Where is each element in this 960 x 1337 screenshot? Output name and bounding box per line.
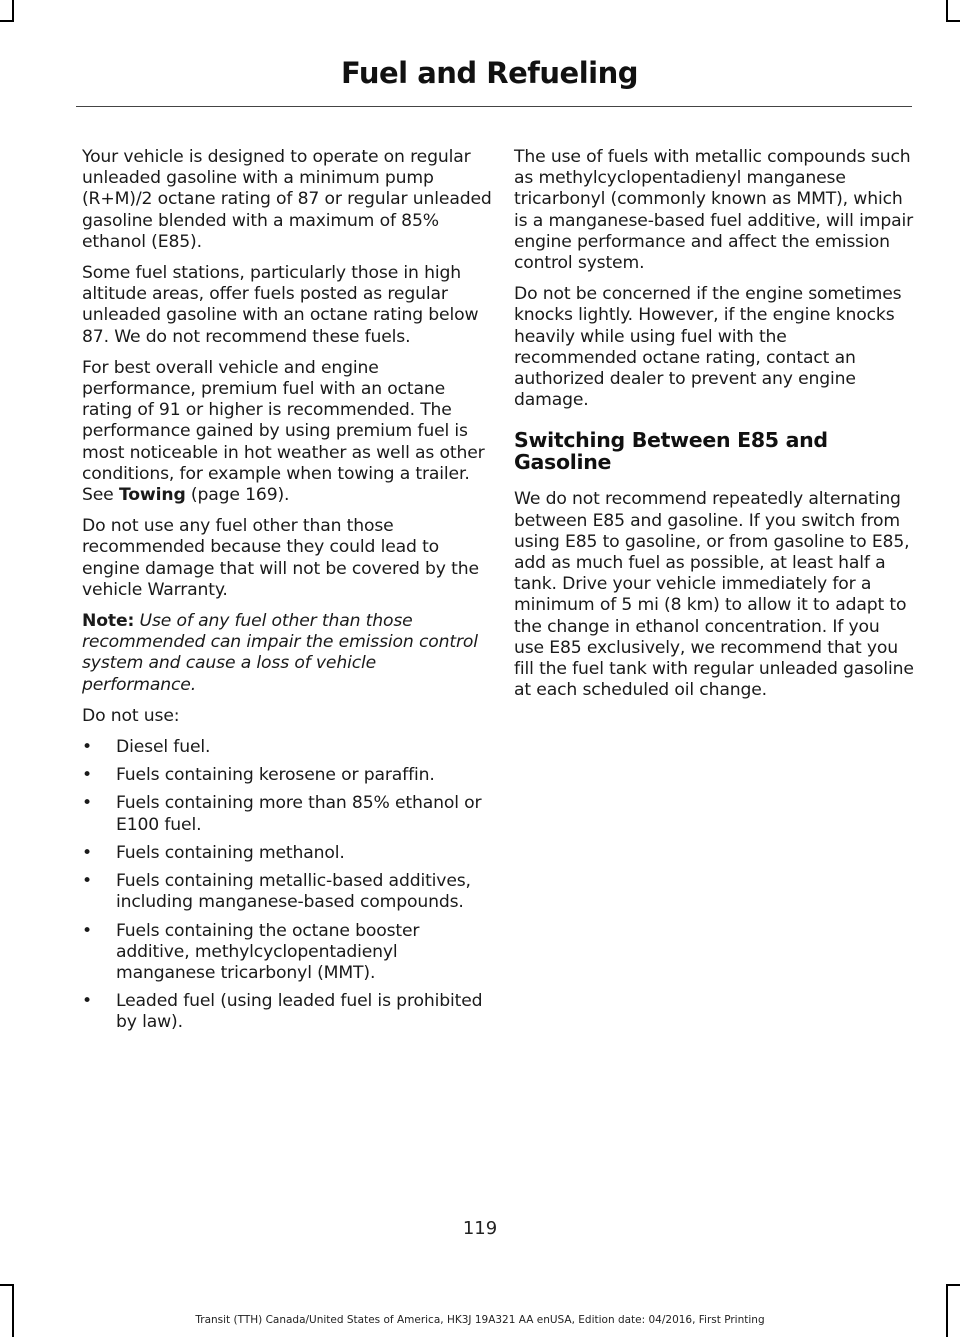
crop-mark — [946, 1284, 960, 1286]
bullet-icon: • — [82, 737, 92, 758]
left-column — [82, 147, 492, 1041]
list-item — [82, 991, 492, 1033]
do-not-use-list — [82, 737, 492, 1033]
note-label: Note: — [82, 611, 135, 632]
bullet-icon: • — [82, 991, 92, 1012]
bullet-icon: • — [82, 765, 92, 786]
page-reference: (page 169). — [185, 485, 290, 506]
paragraph: Do not use: — [82, 705, 180, 726]
paragraph: We do not recommend repeatedly alternating between E85 and gasoline. If you switch from using E85 to gasoline, or from gasoline to E85, add as much fuel as possible, at least half a tank. Drive your vehicle immediately for a minimum of 5 mi (8 km) to allow it to adapt to the change in ethanol concentration. If you use E85 exclusively, we recommend that you fill the fuel tank with regular unleaded gasoline at each scheduled oil change. — [514, 489, 914, 701]
note-text: Use of any fuel other than those recommended can impair the emission control system and cause a loss of vehicle performance. — [82, 611, 478, 695]
bullet-icon: • — [82, 793, 92, 814]
list-item — [82, 793, 492, 835]
bullet-icon: • — [82, 871, 92, 892]
towing-link[interactable]: Towing — [118, 485, 186, 506]
list-item-text: Leaded fuel (using leaded fuel is prohibited by law). — [116, 991, 483, 1033]
paragraph: Your vehicle is designed to operate on regular unleaded gasoline with a minimum pump (R+M)/2 octane rating of 87 or regular unleaded gasoline blended with a maximum of 85% ethanol (E85). — [82, 147, 492, 252]
list-item-text: Fuels containing metallic-based additives, including manganese-based compounds. — [116, 871, 471, 913]
crop-mark — [946, 20, 960, 22]
list-item — [82, 843, 492, 864]
note — [82, 611, 492, 696]
crop-mark — [0, 20, 14, 22]
crop-mark — [0, 1284, 14, 1286]
crop-mark — [12, 0, 14, 22]
list-item-text: Diesel fuel. — [116, 737, 211, 758]
paragraph: The use of fuels with metallic compounds such as methylcyclopentadienyl manganese tricarbonyl (commonly known as MMT), which is a manganese-based fuel additive, will impair engine performance and affect the emission control system. — [514, 147, 914, 274]
header-divider — [76, 106, 912, 107]
list-item-text: Fuels containing the octane booster additive, methylcyclopentadienyl manganese tricarbonyl (MMT). — [116, 920, 420, 983]
paragraph: Do not use any fuel other than those recommended because they could lead to engine damage that will not be covered by the vehicle Warranty. — [82, 516, 479, 600]
list-item-text: Fuels containing methanol. — [116, 842, 345, 863]
paragraph — [82, 358, 492, 506]
list-item — [82, 871, 492, 913]
section-heading: Switching Between E85 and Gasoline — [514, 428, 828, 475]
paragraph: Some fuel stations, particularly those in high altitude areas, offer fuels posted as regular unleaded gasoline with an octane rating below 87. We do not recommend these fuels. — [82, 263, 479, 347]
paragraph-text: For best overall vehicle and engine performance, premium fuel with an octane rating of 91 or higher is recommended. The performance gained by using premium fuel is most noticeable in hot weather as well as other conditions, for example when towing a trailer. See — [82, 357, 485, 506]
page-number: 119 — [462, 1218, 498, 1239]
bullet-icon: • — [82, 920, 92, 941]
crop-mark — [946, 1284, 948, 1337]
list-item — [82, 737, 492, 758]
bullet-icon: • — [82, 842, 92, 863]
paragraph: Do not be concerned if the engine sometimes knocks lightly. However, if the engine knocks heavily while using fuel with the recommended octane rating, contact an authorized dealer to prevent any engine damage. — [514, 284, 902, 411]
list-item-text: Fuels containing more than 85% ethanol or E100 fuel. — [116, 793, 482, 835]
crop-mark — [12, 1284, 14, 1337]
list-item — [82, 921, 492, 985]
list-item-text: Fuels containing kerosene or paraffin. — [116, 765, 435, 786]
right-column — [514, 147, 914, 711]
footer-text: Transit (TTH) Canada/United States of America, HK3J 19A321 AA enUSA, Edition date: 04/2016, First Printing — [195, 1314, 765, 1326]
page-title: Fuel and Refueling — [340, 56, 638, 90]
crop-mark — [946, 0, 948, 22]
list-item — [82, 765, 492, 786]
